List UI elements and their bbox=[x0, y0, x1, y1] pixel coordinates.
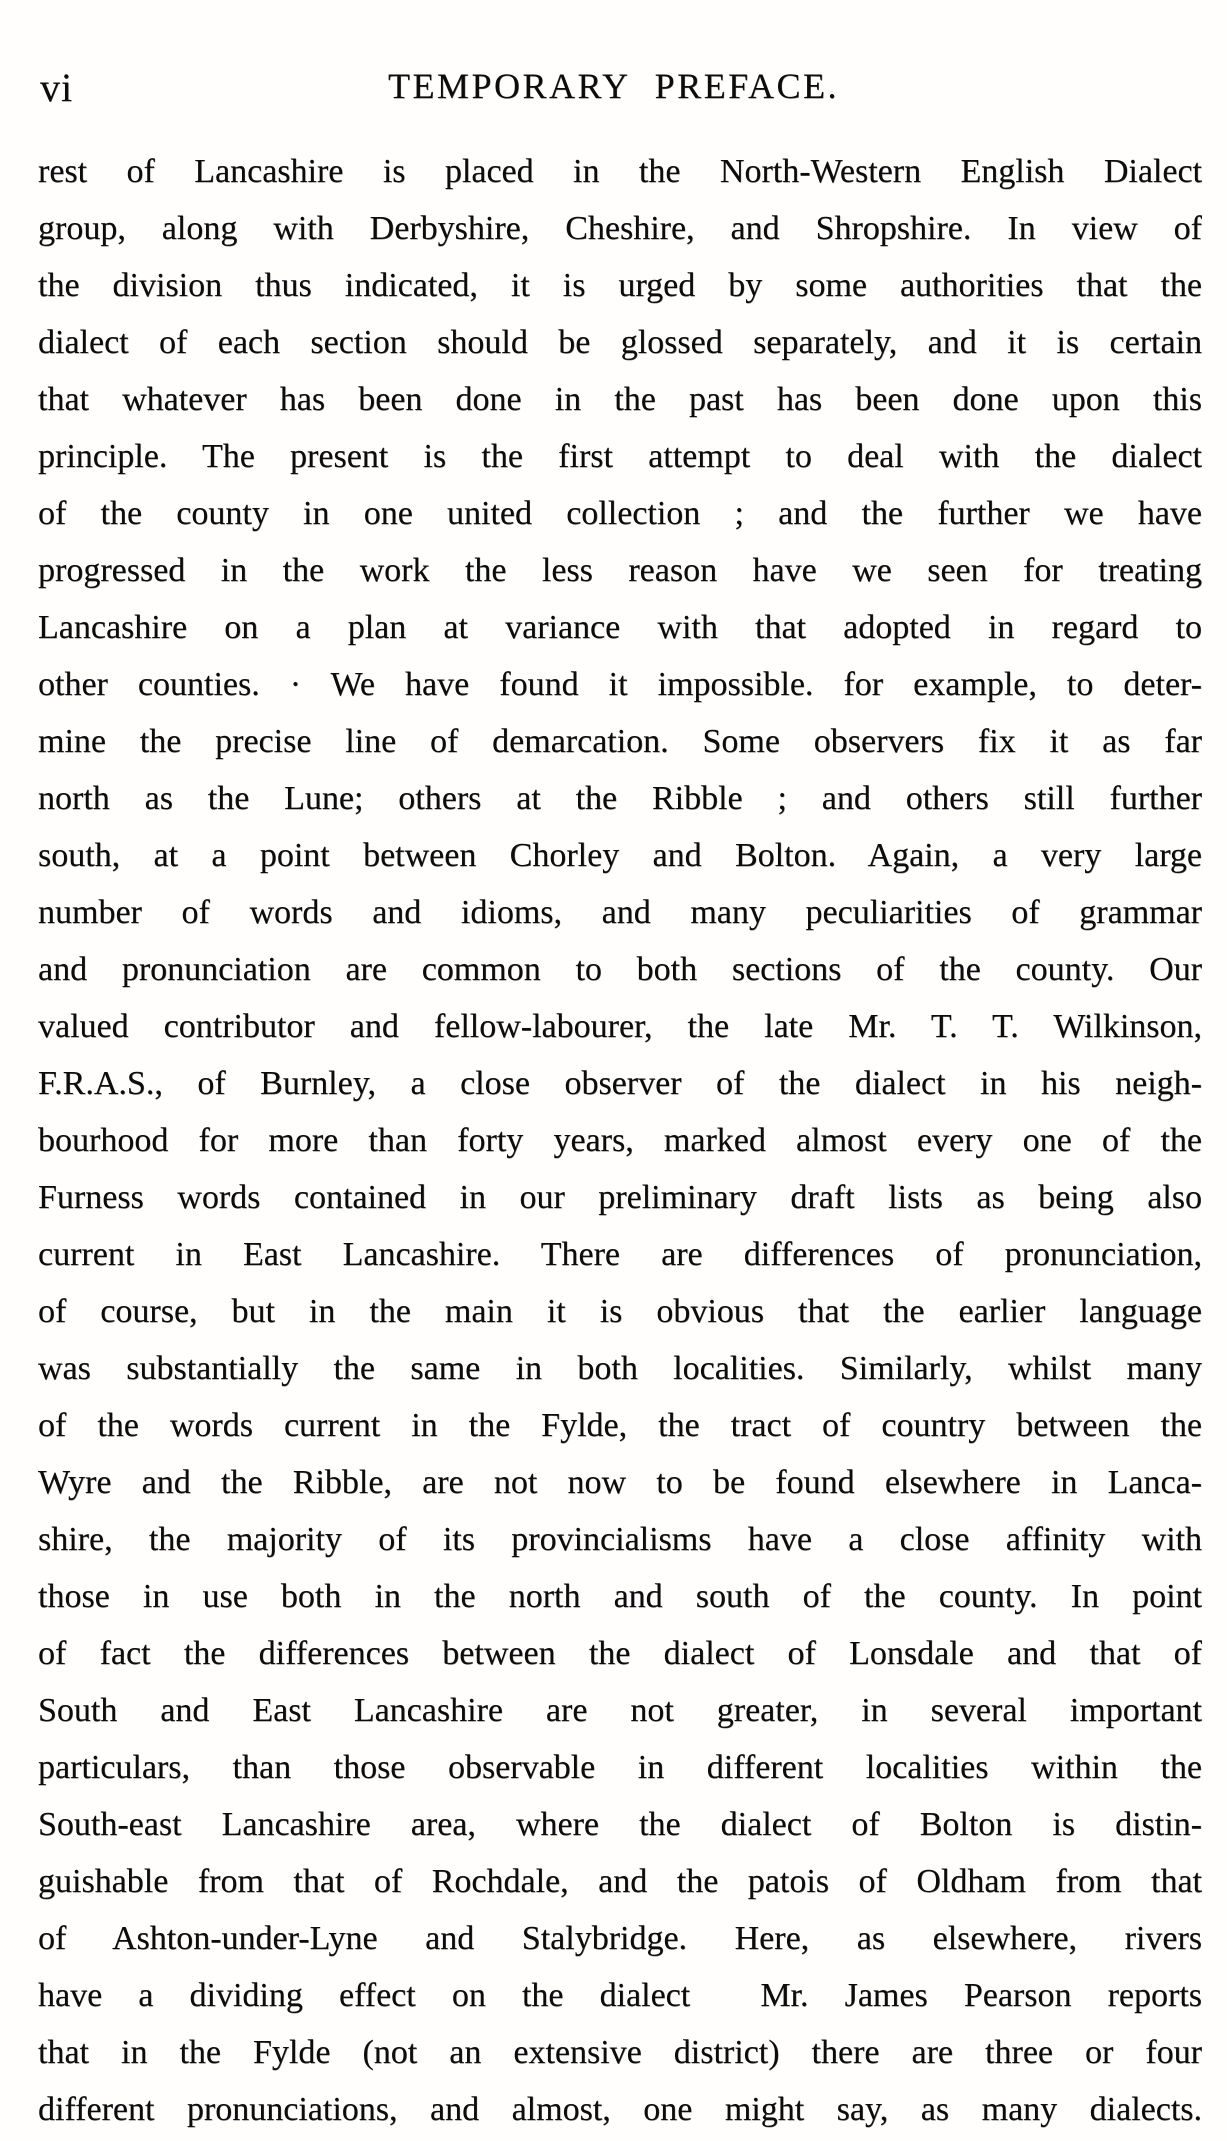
text-line: north as the Lune; others at the Ribble ; and others still further bbox=[38, 780, 1202, 817]
text-line: bourhood for more than forty years, marked almost every one of the bbox=[38, 1122, 1202, 1159]
text-line: that whatever has been done in the past has been done upon this bbox=[38, 381, 1202, 418]
text-line: have a dividing effect on the dialect Mr. James Pearson reports bbox=[38, 1977, 1202, 2014]
text-line: Furness words contained in our preliminary draft lists as being also bbox=[38, 1179, 1202, 1216]
text-line: dialect of each section should be glossed separately, and it is certain bbox=[38, 324, 1202, 361]
text-line: the division thus indicated, it is urged by some authorities that the bbox=[38, 267, 1202, 304]
text-line: particulars, than those observable in different localities within the bbox=[38, 1749, 1202, 1786]
text-line: other counties. · We have found it impossible. for example, to deter- bbox=[38, 666, 1202, 703]
text-line: rest of Lancashire is placed in the North-Western English Dialect bbox=[38, 153, 1202, 190]
text-line: was substantially the same in both localities. Similarly, whilst many bbox=[38, 1350, 1202, 1387]
text-line: F.R.A.S., of Burnley, a close observer of the dialect in his neigh- bbox=[38, 1065, 1202, 1102]
text-line: those in use both in the north and south of the county. In point bbox=[38, 1578, 1202, 1615]
text-line: principle. The present is the first attempt to deal with the dialect bbox=[38, 438, 1202, 475]
text-line: guishable from that of Rochdale, and the patois of Oldham from that bbox=[38, 1863, 1202, 1900]
text-line: of fact the differences between the dialect of Lonsdale and that of bbox=[38, 1635, 1202, 1672]
page-title: TEMPORARY PREFACE. bbox=[387, 66, 840, 106]
text-line: different pronunciations, and almost, one might say, as many dialects. bbox=[38, 2091, 1202, 2128]
text-line: number of words and idioms, and many peculiarities of grammar bbox=[38, 894, 1202, 931]
text-line: that in the Fylde (not an extensive district) there are three or four bbox=[38, 2034, 1202, 2071]
text-line: of Ashton-under-Lyne and Stalybridge. Here, as elsewhere, rivers bbox=[38, 1920, 1202, 1957]
text-line: mine the precise line of demarcation. Some observers fix it as far bbox=[38, 723, 1202, 760]
page-number: vi bbox=[40, 65, 74, 110]
body-text bbox=[38, 143, 1202, 2138]
text-line: current in East Lancashire. There are differences of pronunciation, bbox=[38, 1236, 1202, 1273]
text-line: shire, the majority of its provincialisms have a close affinity with bbox=[38, 1521, 1202, 1558]
text-line: south, at a point between Chorley and Bolton. Again, a very large bbox=[38, 837, 1202, 874]
page-header bbox=[0, 66, 1227, 114]
text-line: of the county in one united collection ; and the further we have bbox=[38, 495, 1202, 532]
text-line: of the words current in the Fylde, the tract of country between the bbox=[38, 1407, 1202, 1444]
text-line: valued contributor and fellow-labourer, the late Mr. T. T. Wilkinson, bbox=[38, 1008, 1202, 1045]
text-line: group, along with Derbyshire, Cheshire, and Shropshire. In view of bbox=[38, 210, 1202, 247]
text-line: and pronunciation are common to both sections of the county. Our bbox=[38, 951, 1202, 988]
text-line: South-east Lancashire area, where the dialect of Bolton is distin- bbox=[38, 1806, 1202, 1843]
text-line: of course, but in the main it is obvious that the earlier language bbox=[38, 1293, 1202, 1330]
text-line: Lancashire on a plan at variance with that adopted in regard to bbox=[38, 609, 1202, 646]
text-line: South and East Lancashire are not greater, in several important bbox=[38, 1692, 1202, 1729]
text-line: progressed in the work the less reason have we seen for treating bbox=[38, 552, 1202, 589]
text-line: Wyre and the Ribble, are not now to be found elsewhere in Lanca- bbox=[38, 1464, 1202, 1501]
